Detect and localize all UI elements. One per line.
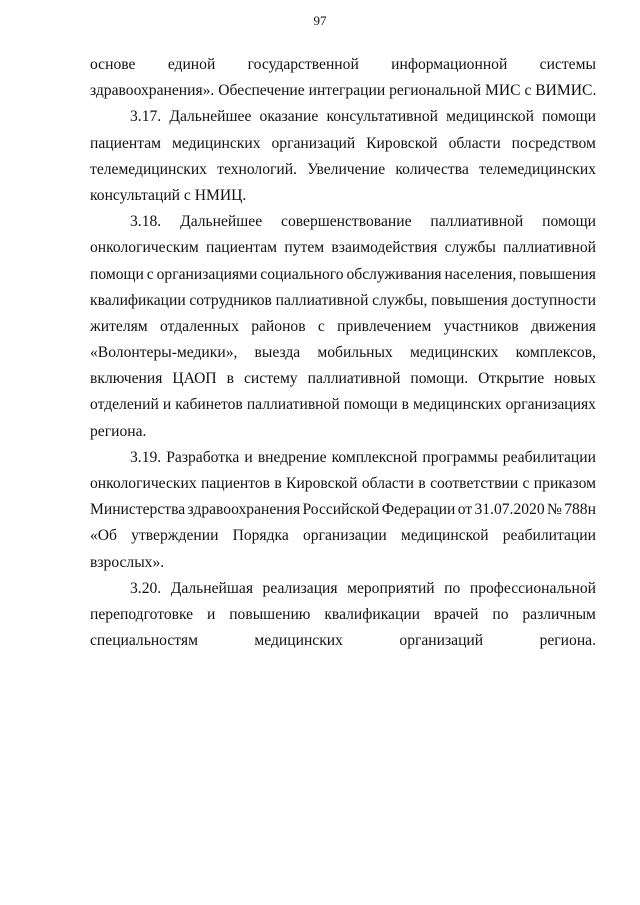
word: привлечением (337, 317, 432, 335)
word: 788н (564, 501, 596, 519)
word: с (317, 317, 325, 335)
word: квалификации (324, 605, 421, 623)
word: районов (251, 317, 306, 335)
word: движения (530, 317, 596, 335)
word: программы (422, 448, 498, 466)
word: квалификации (90, 291, 186, 309)
text-line (90, 314, 596, 340)
word: информационной (391, 56, 508, 73)
word: медицинских (254, 632, 343, 650)
word: основе (90, 56, 136, 73)
word: паллиативной (275, 291, 369, 309)
word: онкологических (90, 475, 197, 492)
word: Порядка (232, 527, 289, 545)
word: отделений (90, 396, 159, 414)
word: телемедицинских (90, 160, 207, 178)
word: реализация (262, 579, 338, 597)
word: 3.18. (130, 213, 162, 231)
word: 3.19. (130, 448, 162, 466)
text-line (90, 445, 596, 471)
word: новых (554, 370, 596, 388)
word: комплексов, (515, 344, 596, 362)
word: с (522, 475, 530, 492)
text-line (90, 262, 596, 288)
text-line (90, 392, 596, 418)
word: области (448, 134, 501, 152)
word: реабилитации (502, 448, 596, 466)
word: системы (539, 56, 596, 73)
word: с (146, 265, 154, 283)
word: количества (395, 160, 469, 178)
word: Кировской (286, 475, 358, 492)
word: 3.20. (130, 579, 162, 597)
word: помощи (542, 213, 596, 231)
word: сотрудников (189, 291, 272, 309)
word: участников (443, 317, 519, 335)
word: телемедицинских (479, 160, 596, 178)
word: специальностям (90, 632, 198, 650)
word: путем (284, 239, 325, 257)
word: повышения (431, 291, 508, 309)
word: включения (90, 370, 163, 388)
word: технологий. (217, 160, 297, 178)
word: соответствии (430, 475, 519, 492)
word: помощи (542, 108, 596, 126)
word: различным (522, 605, 596, 623)
text-line (90, 340, 596, 366)
word: повышению (229, 605, 311, 623)
word: паллиативной (430, 213, 524, 231)
word: реабилитации (502, 527, 596, 545)
word: паллиативной (246, 396, 340, 414)
word: врачей (433, 605, 479, 623)
word: в (418, 475, 426, 492)
text-line (90, 523, 596, 549)
text-line (90, 157, 596, 183)
word: организаций (271, 134, 356, 152)
word: от (457, 501, 473, 519)
word: пациентам (206, 239, 278, 257)
paragraph-3-19 (90, 445, 596, 576)
word: и (162, 396, 172, 414)
word: посредством (511, 134, 596, 152)
word: Дальнейшее (180, 213, 263, 231)
text-line (90, 131, 596, 157)
word: медицинских (413, 396, 502, 414)
word: Дальнейшая (170, 579, 254, 597)
text-line (90, 602, 596, 628)
word: «Об (90, 527, 117, 545)
word: медицинской (446, 108, 534, 126)
word: и (206, 605, 216, 623)
word: организациях (505, 396, 596, 414)
word: в (401, 396, 409, 414)
text-line (90, 104, 596, 130)
text-line (90, 471, 596, 497)
word: медицинской (400, 527, 489, 545)
word: по (444, 579, 461, 597)
page-number: 97 (313, 13, 327, 28)
word: «Волонтеры-медики», (90, 344, 238, 362)
word: и (244, 448, 253, 466)
text-line (90, 235, 596, 261)
text-line: региона. (90, 422, 147, 440)
word: взаимодействия (331, 239, 438, 257)
word: социального (260, 265, 344, 283)
word: переподготовке (90, 605, 194, 623)
word: консультативной (326, 108, 439, 126)
word: организациями (156, 265, 258, 283)
word: Дальнейшее (169, 108, 252, 126)
word: обслуживания (346, 265, 442, 283)
word: по (492, 605, 509, 623)
word: паллиативной (307, 370, 401, 388)
word: помощи (343, 396, 398, 414)
word: кабинетов (175, 396, 243, 414)
word: Открытие (478, 370, 545, 388)
word: выезда (254, 344, 301, 362)
word: единой (167, 56, 216, 73)
word: комплексной (331, 448, 418, 466)
word: 3.17. (130, 108, 162, 126)
text-line: взрослых». (90, 553, 165, 571)
word: совершенствование (281, 213, 412, 231)
word: оказание (259, 108, 319, 126)
text-line (90, 209, 596, 235)
word: отдаленных (160, 317, 239, 335)
word: повышения (519, 265, 596, 283)
word: области (361, 475, 414, 492)
text-line: консультаций с НМИЦ. (90, 186, 247, 204)
word: профессиональной (469, 579, 596, 597)
word: паллиативной (503, 239, 596, 257)
text-line (90, 288, 596, 314)
word: населения, (444, 265, 517, 283)
word: пациентам (90, 134, 162, 152)
text-line: здравоохранения». Обеспечение интеграции региональной МИС с ВИМИС. (90, 82, 597, 100)
word: в (274, 475, 282, 492)
word: медицинских (409, 344, 499, 362)
word: Министерства (90, 501, 186, 519)
paragraph-3-20 (90, 576, 596, 655)
document-body (90, 52, 596, 654)
paragraph-continuation (90, 52, 596, 104)
word: жителям (90, 317, 148, 335)
word: Кировской (366, 134, 438, 152)
paragraph-3-17 (90, 104, 596, 209)
word: приказом (533, 475, 596, 492)
word: в (226, 370, 235, 388)
text-line (90, 497, 596, 523)
paragraph-3-18 (90, 209, 596, 445)
word: государственной (247, 56, 359, 73)
word: помощи (90, 265, 144, 283)
word: утверждении (131, 527, 219, 545)
word: мероприятий (347, 579, 435, 597)
word: доступности (511, 291, 596, 309)
word: службы, (372, 291, 428, 309)
word: Федерации (381, 501, 456, 519)
word: ЦАОП (172, 370, 217, 388)
word: Российской (302, 501, 380, 519)
word: систему (244, 370, 298, 388)
word: Разработка (166, 448, 240, 466)
word: пациентов (200, 475, 270, 492)
text-line (90, 366, 596, 392)
word: организации (302, 527, 387, 545)
word: региона. (539, 632, 596, 650)
word: помощи. (410, 370, 469, 388)
text-line (90, 52, 596, 78)
word: медицинских (171, 134, 261, 152)
text-line (90, 628, 596, 654)
text-line (90, 576, 596, 602)
word: 31.07.2020 (474, 501, 545, 519)
word: № (546, 501, 562, 519)
word: здравоохранения (187, 501, 301, 519)
word: Увеличение (307, 160, 386, 178)
word: онкологическим (90, 239, 199, 257)
word: организаций (399, 632, 484, 650)
word: мобильных (317, 344, 393, 362)
word: внедрение (257, 448, 327, 466)
word: службы (444, 239, 496, 257)
